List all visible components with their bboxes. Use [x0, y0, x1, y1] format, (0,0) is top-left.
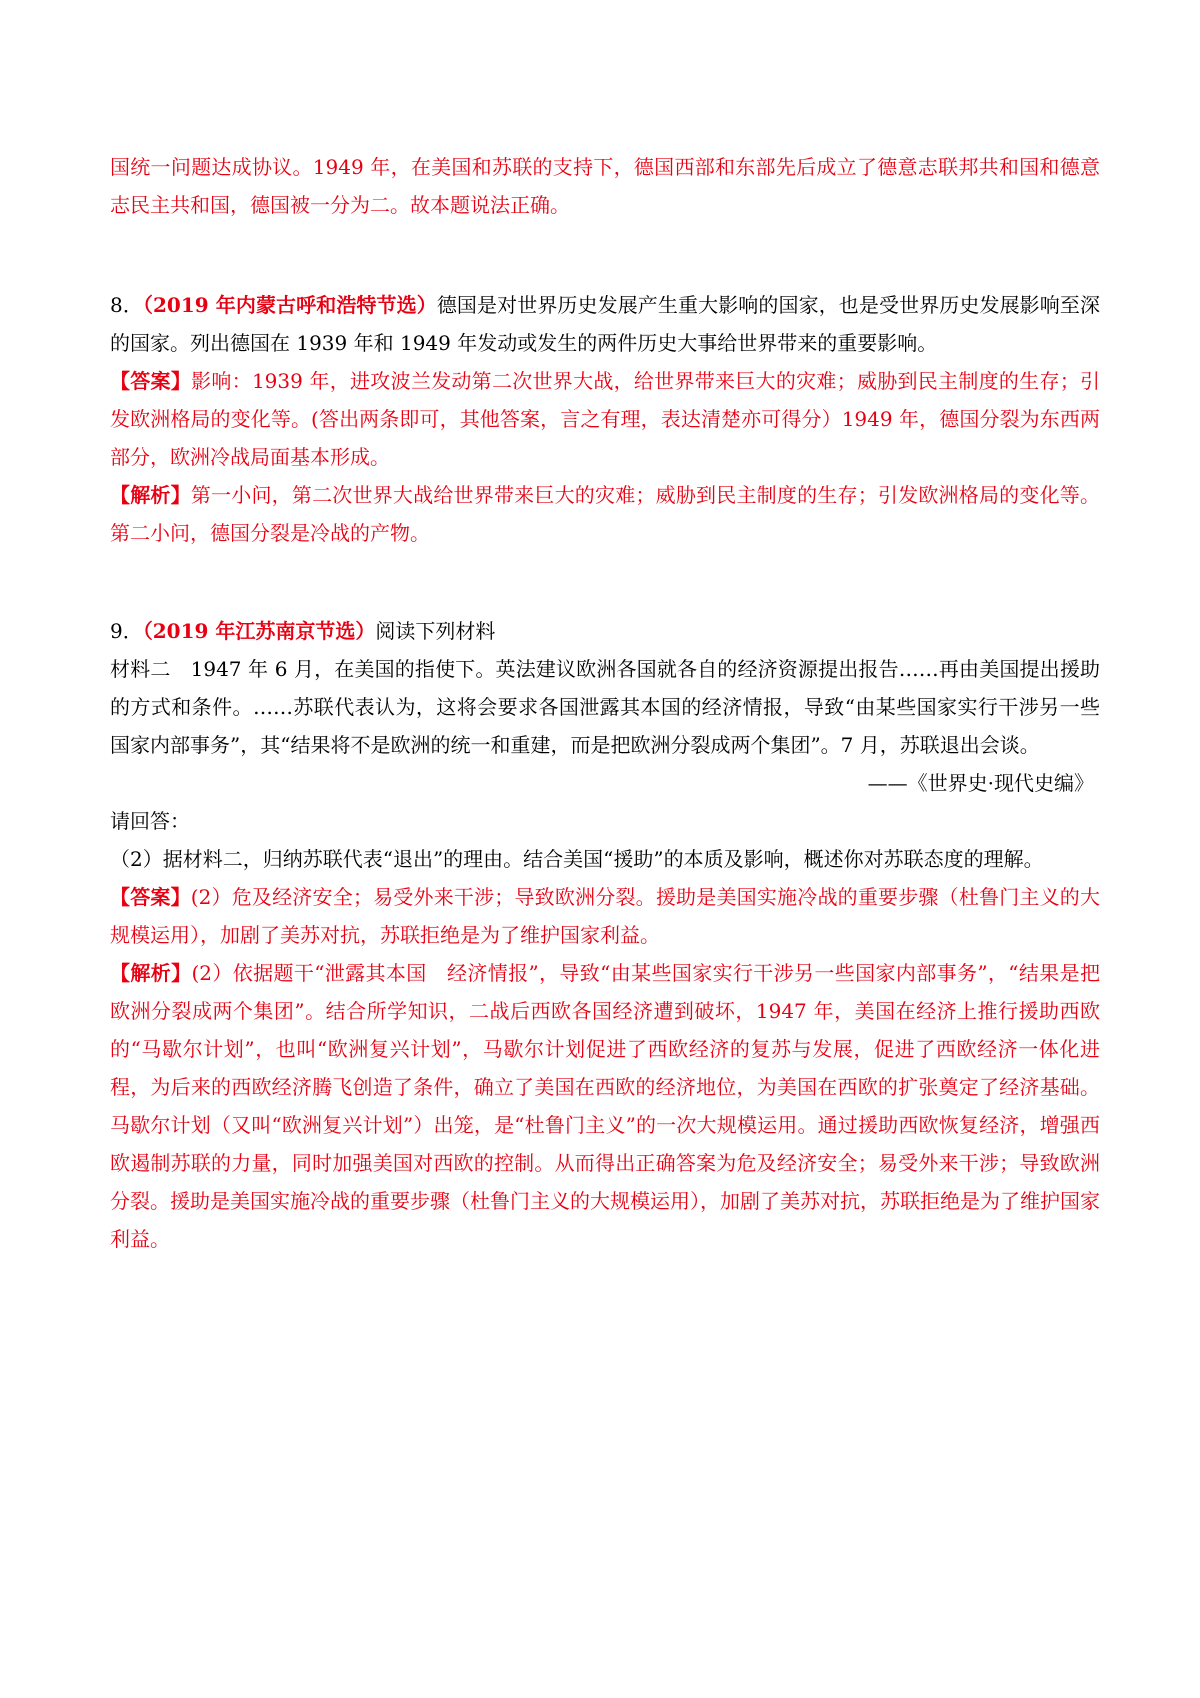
question-9-citation: [110, 764, 1100, 802]
question-9: [110, 612, 1100, 1258]
citation-text: ——《世界史·现代史编》: [867, 771, 1094, 795]
question-9-answer: [110, 878, 1100, 954]
question-8-source: （2019 年内蒙古呼和浩特节选）: [142, 293, 437, 317]
analysis-label: 【解析】: [110, 961, 192, 985]
question-9-stem: [110, 612, 1100, 650]
question-8-answer-text: 影响：1939 年，进攻波兰发动第二次世界大战，给世界带来巨大的灾难；威胁到民主制度的生存；引发欧洲格局的变化等。(答出两条即可，其他答案，言之有理，表达清楚亦可得分）1949 年，德国分裂为东西两部分，欧洲冷战局面基本形成。: [110, 369, 1100, 469]
continuation-text: 国统一问题达成协议。1949 年，在美国和苏联的支持下，德国西部和东部先后成立了德意志联邦共和国和德意志民主共和国，德国被一分为二。故本题说法正确。: [110, 155, 1100, 217]
analysis-label: 【解析】: [110, 483, 191, 507]
subquestion-text: （2）据材料二，归纳苏联代表“退出”的理由。结合美国“援助”的本质及影响，概述你对苏联态度的理解。: [110, 847, 1044, 871]
prompt-text: 请回答：: [110, 809, 190, 833]
question-8-analysis: [110, 476, 1100, 552]
answer-label: 【答案】: [110, 369, 192, 393]
question-8-answer: [110, 362, 1100, 476]
spacer: [110, 552, 1100, 612]
question-9-prompt: [110, 802, 1100, 840]
question-9-material: [110, 650, 1100, 764]
question-9-number: 9．: [110, 619, 143, 643]
question-8: [110, 286, 1100, 552]
question-9-analysis-text: (2）依据题干“泄露其本国 经济情报”，导致“由某些国家实行干涉另一些国家内部事务”，“结果是把欧洲分裂成两个集团”。结合所学知识，二战后西欧各国经济遭到破坏，1947 年，美国在经济上推行援助西欧的“马歇尔计划”，也叫“欧洲复兴计划”，马歇尔计划促进了西欧经济的复苏与发展，促进了西欧经济一体化进程，为后来的西欧经济腾飞创造了条件，确立了美国在西欧的经济地位，为美国在西欧的扩张奠定了经济基础。马歇尔计划（又叫“欧洲复兴计划”）出笼，是“杜鲁门主义”的一次大规模运用。通过援助西欧恢复经济，增强西欧遏制苏联的力量，同时加强美国对西欧的控制。从而得出正确答案为危及经济安全；易受外来干涉；导致欧洲分裂。援助是美国实施冷战的重要步骤（杜鲁门主义的大规模运用），加剧了美苏对抗，苏联拒绝是为了维护国家利益。: [110, 961, 1100, 1251]
answer-label: 【答案】: [110, 885, 191, 909]
question-8-stem: [110, 286, 1100, 362]
spacer: [110, 224, 1100, 286]
continuation-paragraph: [110, 148, 1100, 224]
question-9-intro: 阅读下列材料: [375, 619, 496, 643]
question-9-answer-text: (2）危及经济安全；易受外来干涉；导致欧洲分裂。援助是美国实施冷战的重要步骤（杜鲁门主义的大规模运用），加剧了美苏对抗，苏联拒绝是为了维护国家利益。: [110, 885, 1101, 947]
question-8-analysis-text: 第一小问，第二次世界大战给世界带来巨大的灾难；威胁到民主制度的生存；引发欧洲格局的变化等。第二小问，德国分裂是冷战的产物。: [110, 483, 1101, 545]
question-9-subquestion: [110, 840, 1100, 878]
question-8-text: 德国是对世界历史发展产生重大影响的国家，也是受世界历史发展影响至深的国家。列出德国在 1939 年和 1949 年发动或发生的两件历史大事给世界带来的重要影响。: [110, 293, 1100, 355]
document-page: [110, 148, 1100, 1258]
question-8-number: 8．: [110, 293, 143, 317]
question-9-source: （2019 年江苏南京节选）: [142, 619, 376, 643]
question-9-material-text: 材料二 1947 年 6 月，在美国的指使下。英法建议欧洲各国就各自的经济资源提出报告……再由美国提出援助的方式和条件。……苏联代表认为，这将会要求各国泄露其本国的经济情报，导致“由某些国家实行干涉另一些国家内部事务”，其“结果将不是欧洲的统一和重建，而是把欧洲分裂成两个集团”。7 月，苏联退出会谈。: [110, 657, 1100, 757]
question-9-analysis: [110, 954, 1100, 1258]
